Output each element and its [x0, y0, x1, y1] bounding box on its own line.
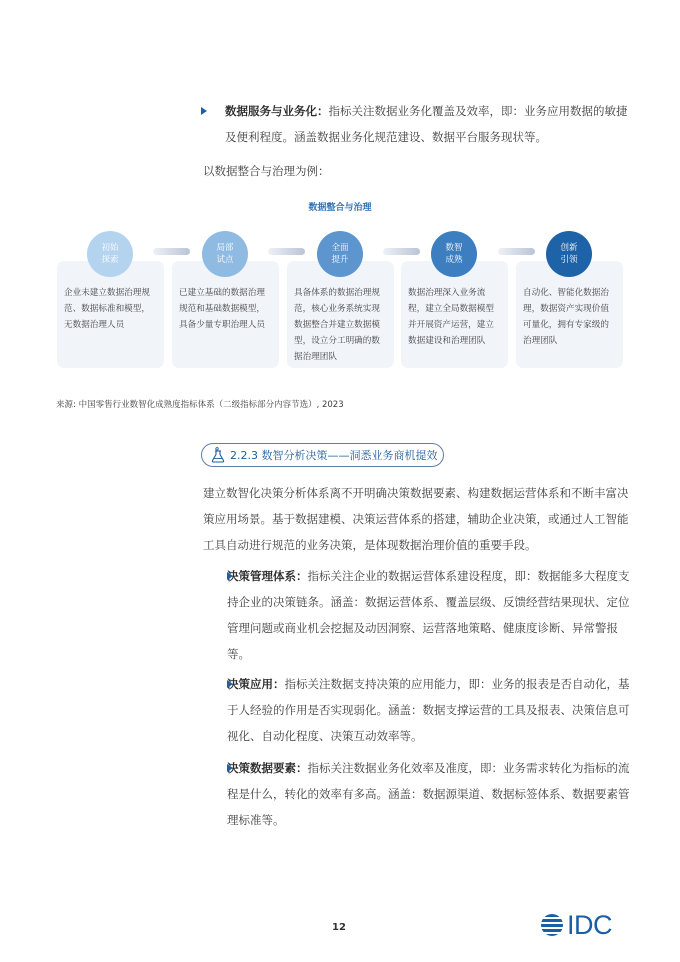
triangle-bullet-icon — [201, 107, 207, 115]
bullet-term: 决策数据要素： — [227, 761, 308, 775]
bullet-decision-management — [207, 563, 637, 667]
arrow-connector — [498, 248, 535, 255]
triangle-bullet-icon — [227, 680, 233, 688]
stage-card-3 — [287, 261, 394, 368]
example-intro: 以数据整合与治理为例： — [203, 164, 330, 178]
stage-card-2 — [172, 261, 279, 368]
bullet-text: 指标关注数据业务化覆盖及效率，即：业务应用数据的敏捷及便利程度。涵盖数据业务化规范建设、数据平台服务现状等。 — [225, 104, 628, 144]
source-note: 来源: 中国零售行业数智化成熟度指标体系（二级指标部分内容节选）, 2023 — [56, 400, 344, 410]
bullet-term: 决策应用： — [227, 677, 285, 691]
stage-circle-5 — [546, 231, 592, 277]
stage-card-1 — [57, 261, 164, 368]
stage-label-line2: 提升 — [331, 255, 349, 265]
stage-label-line2: 引领 — [560, 255, 578, 265]
stage-label-line2: 探索 — [101, 255, 119, 265]
stage-desc: 企业未建立数据治理规范、数据标准和模型，无数据治理人员 — [64, 288, 150, 330]
stage-circle-1 — [87, 231, 133, 277]
bullet-data-service — [203, 98, 633, 150]
idc-logo — [540, 910, 612, 940]
bullet-text: 指标关注企业的数据运营体系建设程度，即：数据能多大程度支持企业的决策链条。涵盖：数据运营体系、覆盖层级、反馈经营结果现状、定位管理问题或商业机会挖掘及动因洞察、运营落地策略、健康度诊断、异常警报等。 — [227, 569, 630, 661]
stage-desc: 已建立基础的数据治理规范和基础数据模型，具备少量专职治理人员 — [179, 288, 265, 330]
bullet-term: 数据服务与业务化： — [225, 104, 329, 118]
page-number: 12 — [332, 922, 346, 933]
triangle-bullet-icon — [227, 572, 233, 580]
bullet-term: 决策管理体系： — [227, 569, 308, 583]
diagram-title: 数据整合与治理 — [308, 203, 372, 213]
stage-label-line2: 试点 — [216, 255, 234, 265]
stage-label-line1: 全面 — [331, 243, 349, 253]
bullet-text: 指标关注数据业务化效率及准度，即：业务需求转化为指标的流程是什么，转化的效率有多高。涵盖：数据源渠道、数据标签体系、数据要素管理标准等。 — [227, 761, 630, 827]
stage-label-line1: 数智 — [445, 243, 463, 253]
flask-icon — [211, 447, 225, 463]
bullet-decision-data-elements — [207, 755, 637, 833]
stage-desc: 具备体系的数据治理规范，核心业务系统实现数据整合并建立数据模型，设立分工明确的数据治理团队 — [294, 288, 380, 362]
section-heading — [201, 443, 444, 467]
stage-circle-2 — [202, 231, 248, 277]
stage-label-line1: 创新 — [560, 243, 578, 253]
arrow-connector — [153, 248, 190, 255]
arrow-connector — [268, 248, 305, 255]
stage-card-5 — [516, 261, 623, 368]
stage-label-line1: 局部 — [216, 243, 234, 253]
section-intro: 建立数智化决策分析体系离不开明确决策数据要素、构建数据运营体系和不断丰富决策应用场景。基于数据建模、决策运营体系的搭建，辅助企业决策，或通过人工智能工具自动进行规范的业务决策，是体现数据治理价值的重要手段。 — [203, 486, 629, 552]
section-title: 2.2.3 数智分析决策——洞悉业务商机提效 — [230, 449, 438, 462]
triangle-bullet-icon — [227, 764, 233, 772]
logo-text: IDC — [567, 910, 612, 940]
stage-label-line1: 初始 — [101, 243, 119, 253]
stage-desc: 数据治理深入业务流程，建立全局数据模型并开展资产运营，建立数据建设和治理团队 — [408, 288, 494, 346]
stage-label-line2: 成熟 — [445, 255, 463, 265]
stage-desc: 自动化、智能化数据治理，数据资产实现价值可量化，拥有专家级的治理团队 — [523, 288, 609, 346]
arrow-connector — [383, 248, 420, 255]
bullet-text: 指标关注数据支持决策的应用能力，即：业务的报表是否自动化，基于人经验的作用是否实现弱化。涵盖：数据支撑运营的工具及报表、决策信息可视化、自动化程度、决策互动效率等。 — [227, 677, 630, 743]
globe-lines-icon — [540, 913, 564, 937]
stage-card-4 — [401, 261, 508, 368]
stage-circle-3 — [317, 231, 363, 277]
bullet-decision-application — [207, 671, 637, 749]
stage-circle-4 — [431, 231, 477, 277]
